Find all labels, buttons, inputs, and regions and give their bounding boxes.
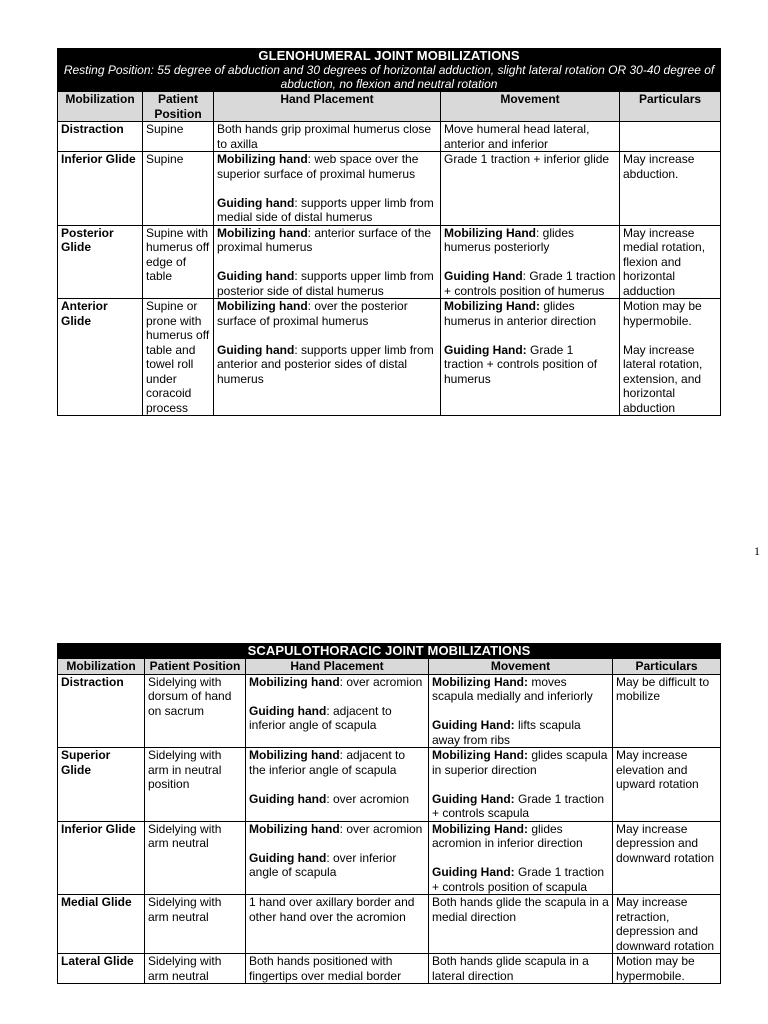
cell-bold-label: Guiding Hand:	[432, 791, 515, 806]
cell-bold-label: Guiding hand	[249, 703, 327, 718]
cell-text: : anterior surface of the proximal humerus	[217, 225, 432, 254]
cell-paragraph	[432, 718, 609, 747]
paragraph-gap	[249, 689, 425, 704]
movement-cell	[441, 122, 620, 152]
cell-bold-label: Mobilizing hand	[249, 748, 340, 762]
cell-text: : over acromion	[339, 674, 423, 689]
header-particulars: Particulars	[613, 659, 721, 675]
cell-text: Grade 1 traction + controls scapula	[432, 791, 605, 820]
cell-paragraph	[432, 748, 609, 777]
cell-bold-label: Guiding Hand:	[432, 865, 515, 879]
cell-bold-label: Guiding Hand:	[444, 342, 527, 357]
cell-text: : over the posterior surface of proximal humerus	[217, 299, 408, 328]
cell-bold-label: Mobilizing hand	[217, 152, 308, 166]
cell-text: Both hands positioned with fingertips over medial border	[249, 954, 402, 983]
mobilization-cell: Superior Glide	[58, 748, 145, 822]
cell-paragraph	[249, 895, 425, 924]
hand-placement-cell	[214, 225, 441, 299]
cell-paragraph	[432, 954, 609, 983]
cell-paragraph	[249, 822, 425, 837]
hand-placement-cell	[214, 299, 441, 416]
particulars-text: May increase depression and downward rotation	[616, 821, 715, 865]
hand-placement-cell	[246, 674, 429, 748]
particulars-text: Motion may be hypermobile.	[616, 954, 695, 983]
cell-text: lifts scapula away from ribs	[432, 718, 581, 747]
page-number: 1	[754, 544, 760, 558]
table-title: GLENOHUMERAL JOINT MOBILIZATIONS	[258, 48, 520, 63]
cell-text: : over inferior angle of scapula	[249, 850, 397, 879]
hand-placement-cell	[246, 748, 429, 822]
cell-paragraph	[444, 343, 616, 387]
cell-bold-label: Mobilizing hand	[217, 299, 308, 313]
cell-text: Both hands grip proximal humerus close to axilla	[217, 122, 432, 151]
movement-cell	[429, 895, 613, 954]
cell-text: : adjacent to inferior angle of scapula	[249, 703, 392, 732]
header-row	[58, 92, 721, 122]
cell-bold-label: Guiding Hand:	[432, 718, 515, 732]
cell-text: : web space over the superior surface of proximal humerus	[217, 152, 419, 181]
particulars-text: May increase medial rotation, flexion and horizontal adduction	[623, 225, 706, 298]
cell-text: Grade 1 traction + controls position of humerus	[444, 342, 598, 386]
movement-cell	[441, 299, 620, 416]
movement-cell	[429, 748, 613, 822]
cell-bold-label: Mobilizing Hand	[444, 225, 536, 240]
movement-cell	[429, 674, 613, 748]
particulars-cell	[613, 895, 721, 954]
cell-paragraph	[249, 851, 425, 880]
particulars-cell	[613, 954, 721, 984]
cell-bold-label: Guiding hand	[249, 791, 327, 806]
cell-paragraph	[432, 675, 609, 704]
table-row	[58, 748, 721, 822]
cell-bold-label: Mobilizing Hand:	[432, 821, 528, 836]
table-title-row	[58, 49, 721, 92]
scapulothoracic-table	[57, 643, 721, 984]
cell-bold-label: Mobilizing Hand:	[444, 299, 540, 313]
mobilization-cell: Inferior Glide	[58, 821, 145, 895]
movement-cell	[429, 821, 613, 895]
cell-paragraph	[432, 865, 609, 894]
movement-cell	[441, 152, 620, 226]
cell-bold-label: Mobilizing hand	[249, 674, 340, 689]
mobilization-cell: Anterior Glide	[58, 299, 143, 416]
table-row	[58, 122, 721, 152]
hand-placement-cell	[214, 152, 441, 226]
paragraph-gap	[249, 777, 425, 792]
paragraph-gap	[217, 181, 437, 196]
hand-placement-cell	[246, 821, 429, 895]
cell-paragraph	[217, 122, 437, 151]
hand-placement-cell	[246, 954, 429, 984]
cell-text: Both hands glide scapula in a lateral direction	[432, 954, 589, 983]
cell-text: : supports upper limb from medial side of distal humerus	[217, 195, 434, 224]
cell-paragraph	[444, 152, 616, 167]
cell-text: : adjacent to the inferior angle of scapula	[249, 748, 406, 777]
cell-paragraph	[432, 792, 609, 821]
table-row	[58, 152, 721, 226]
hand-placement-cell	[246, 895, 429, 954]
cell-paragraph	[217, 269, 437, 298]
cell-text: Move humeral head lateral, anterior and inferior	[444, 122, 590, 151]
header-movement: Movement	[441, 92, 620, 122]
scapulothoracic-rows	[58, 674, 721, 984]
mobilization-cell: Distraction	[58, 674, 145, 748]
patient-position-cell: Sidelying with arm in neutral position	[145, 748, 246, 822]
particulars-cell	[620, 225, 721, 299]
table-title: SCAPULOTHORACIC JOINT MOBILIZATIONS	[247, 643, 531, 658]
cell-paragraph	[444, 226, 616, 255]
particulars-text: May increase retraction, depression and downward rotation	[616, 895, 715, 953]
header-patient-position: Patient Position	[145, 659, 246, 675]
paragraph-gap	[444, 328, 616, 343]
cell-paragraph	[444, 269, 616, 298]
table-row	[58, 225, 721, 299]
patient-position-cell: Sidelying with arm neutral	[145, 954, 246, 984]
paragraph-gap	[249, 836, 425, 851]
mobilization-cell: Lateral Glide	[58, 954, 145, 984]
header-row	[58, 659, 721, 675]
movement-cell	[429, 954, 613, 984]
cell-text: Grade 1 traction + inferior glide	[444, 152, 610, 166]
cell-bold-label: Mobilizing hand	[217, 225, 308, 240]
header-hand-placement: Hand Placement	[246, 659, 429, 675]
paragraph-gap	[623, 328, 717, 343]
table-row	[58, 299, 721, 416]
patient-position-cell: Supine	[143, 122, 214, 152]
particulars-text: May increase abduction.	[623, 152, 695, 181]
particulars-text: May be difficult to mobilize	[616, 674, 710, 703]
cell-paragraph	[249, 792, 425, 807]
header-patient-position: Patient Position	[143, 92, 214, 122]
cell-bold-label: Mobilizing hand	[249, 821, 340, 836]
cell-text: glides humerus in anterior direction	[444, 299, 597, 328]
cell-bold-label: Guiding hand	[217, 342, 295, 357]
mobilization-cell: Medial Glide	[58, 895, 145, 954]
cell-text: : glides humerus posteriorly	[444, 225, 575, 254]
paragraph-gap	[217, 328, 437, 343]
paragraph-gap	[444, 255, 616, 270]
cell-paragraph	[444, 299, 616, 328]
movement-cell	[441, 225, 620, 299]
table-row	[58, 954, 721, 984]
particulars-cell	[620, 122, 721, 152]
cell-bold-label: Guiding hand	[217, 195, 295, 210]
cell-text: moves scapula medially and inferiorly	[432, 674, 593, 703]
header-mobilization: Mobilization	[58, 92, 143, 122]
particulars-cell	[620, 299, 721, 416]
cell-paragraph	[432, 895, 609, 924]
cell-bold-label: Mobilizing Hand:	[432, 674, 528, 689]
cell-text: Grade 1 traction + controls position of scapula	[432, 865, 605, 894]
particulars-cell	[620, 152, 721, 226]
cell-text: : over acromion	[326, 791, 410, 806]
header-movement: Movement	[429, 659, 613, 675]
cell-paragraph	[249, 954, 425, 983]
cell-paragraph	[444, 122, 616, 151]
cell-text: Both hands glide the scapula in a medial direction	[432, 895, 609, 924]
cell-text: 1 hand over axillary border and other hand over the acromion	[249, 895, 415, 924]
cell-paragraph	[432, 822, 609, 851]
paragraph-gap	[217, 255, 437, 270]
cell-text: glides scapula in superior direction	[432, 748, 608, 777]
mobilization-cell: Inferior Glide	[58, 152, 143, 226]
cell-bold-label: Mobilizing Hand:	[432, 748, 528, 762]
cell-bold-label: Guiding Hand	[444, 269, 523, 283]
cell-text: : supports upper limb from anterior and posterior sides of distal humerus	[217, 342, 434, 386]
table-row	[58, 674, 721, 748]
particulars-text: May increase elevation and upward rotation	[616, 748, 699, 791]
particulars-cell	[613, 674, 721, 748]
cell-paragraph	[217, 343, 437, 387]
cell-paragraph	[249, 675, 425, 690]
particulars-text: May increase lateral rotation, extension, and horizontal abduction	[623, 342, 703, 415]
cell-paragraph	[249, 748, 425, 777]
cell-bold-label: Guiding hand	[217, 269, 295, 283]
header-hand-placement: Hand Placement	[214, 92, 441, 122]
cell-text: glides acromion in inferior direction	[432, 821, 583, 850]
cell-paragraph	[217, 226, 437, 255]
table-row	[58, 895, 721, 954]
cell-paragraph	[217, 299, 437, 328]
table-title-row	[58, 644, 721, 659]
mobilization-cell: Distraction	[58, 122, 143, 152]
cell-paragraph	[249, 704, 425, 733]
cell-text: : over acromion	[339, 821, 423, 836]
cell-bold-label: Guiding hand	[249, 850, 327, 865]
paragraph-gap	[432, 851, 609, 866]
patient-position-cell: Supine or prone with humerus off table and towel roll under coracoid process	[143, 299, 214, 416]
mobilization-cell: Posterior Glide	[58, 225, 143, 299]
hand-placement-cell	[214, 122, 441, 152]
resting-position-note: Resting Position: 55 degree of abduction and 30 degrees of horizontal adduction, slight lateral rotation OR 30-40 degree of abduction, no flexion and neutral rotation	[63, 63, 715, 91]
patient-position-cell: Sidelying with arm neutral	[145, 895, 246, 954]
table-row	[58, 821, 721, 895]
cell-text: : supports upper limb from posterior side of distal humerus	[217, 269, 434, 298]
patient-position-cell: Sidelying with arm neutral	[145, 821, 246, 895]
header-particulars: Particulars	[620, 92, 721, 122]
glenohumeral-rows	[58, 122, 721, 416]
header-mobilization: Mobilization	[58, 659, 145, 675]
particulars-text: Motion may be hypermobile.	[623, 299, 702, 328]
patient-position-cell: Supine	[143, 152, 214, 226]
particulars-cell	[613, 748, 721, 822]
cell-paragraph	[217, 196, 437, 225]
patient-position-cell: Supine with humerus off edge of table	[143, 225, 214, 299]
patient-position-cell: Sidelying with dorsum of hand on sacrum	[145, 674, 246, 748]
glenohumeral-table	[57, 48, 721, 416]
paragraph-gap	[432, 704, 609, 719]
particulars-cell	[613, 821, 721, 895]
cell-paragraph	[217, 152, 437, 181]
paragraph-gap	[432, 777, 609, 792]
cell-text: : Grade 1 traction + controls position of humerus	[444, 269, 616, 298]
